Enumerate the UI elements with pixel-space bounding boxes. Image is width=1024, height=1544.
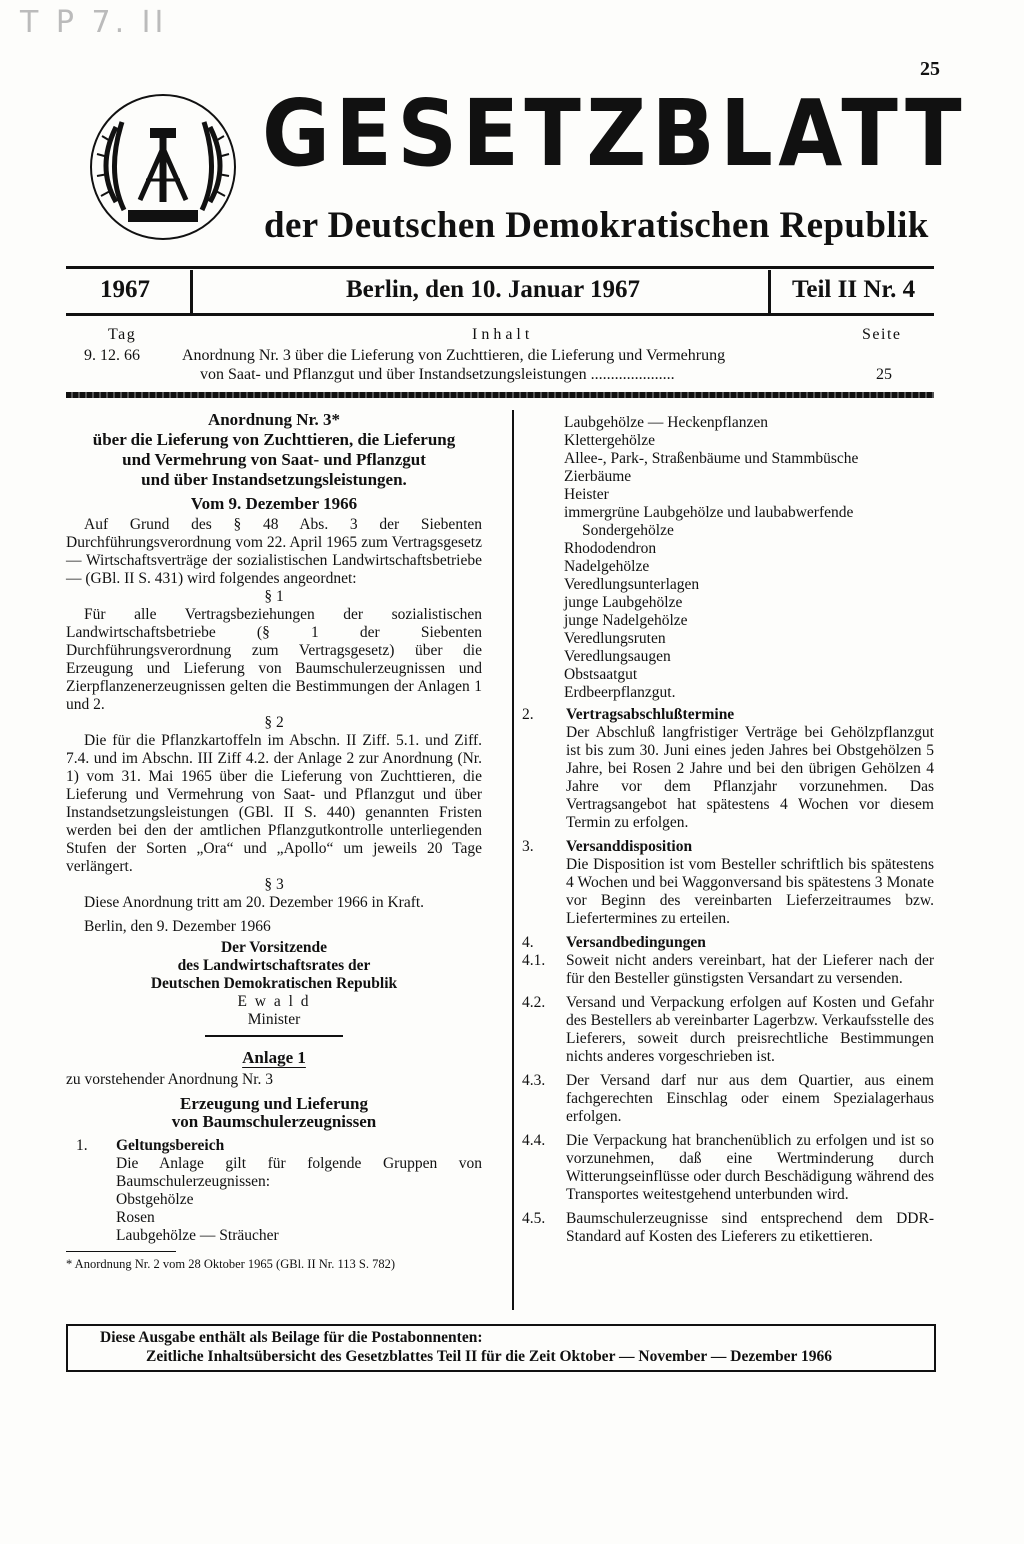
signature-title-3: Deutschen Demokratischen Republik	[150, 975, 398, 992]
signature-role: Minister	[247, 1011, 301, 1028]
annex-item-2-number: 2.	[522, 706, 534, 723]
annex-item-4-5-text: Baumschulerzeugnisse sind entsprechend dem DDR-Standard auf Kosten des Lieferers zu etikettieren.	[566, 1210, 934, 1245]
annex-item-4-3-number: 4.3.	[522, 1072, 546, 1089]
annex-item-4-heading: Versandbedingungen	[566, 934, 706, 951]
annex-item-3-text: Die Disposition ist vom Besteller schriftlich bis spätestens 4 Wochen und bei Waggonversand bis spätestens 3 Monate vor Beginn des vereinbarten Lieferzeitraumes bzw. Liefertermines zu erteilen.	[566, 856, 934, 927]
page-number: 25	[920, 58, 940, 80]
signature-title-1: Der Vorsitzende	[220, 939, 328, 956]
list-item: Veredlungsaugen	[564, 648, 671, 665]
annex-item-4-2-text: Versand und Verpackung erfolgen auf Kosten und Gefahr des Bestellers ab vereinbarter Lagerbzw. Verkaufsstelle des Lieferers, soweit durch preisrechtliche Bestimmungen nichts anderes vorgeschrieben ist.	[566, 994, 934, 1065]
annex-item-4-2-number: 4.2.	[522, 994, 546, 1011]
toc-entry-title	[182, 346, 842, 384]
annex-reference: zu vorstehender Anordnung Nr. 3	[66, 1071, 274, 1088]
annex-item-4	[522, 934, 934, 952]
ordinance-intro: Auf Grund des § 48 Abs. 3 der Siebenten Durchführungsverordnung vom 22. April 1965 zum Vertragsgesetz — Wirtschaftsverträge der sozialistischen Landwirtschaftsbetriebe — (GBl. II S. 431) wird folgendes angeordnet:	[66, 516, 482, 587]
annex-item-4-1-number: 4.1.	[522, 952, 546, 969]
section-2-text: Die für die Pflanzkartoffeln im Abschn. II Ziff. 5.1. und Ziff. 7.4. und im Abschn. III Ziff 4.2. der Anlage 2 zur Anordnung (Nr. 1) vom 31. Mai 1965 über die Lieferung von Zuchttieren, die Lieferung und Vermehrung von Saat- und Pflanzgut und über Instandsetzungsleistungen (GBl. II S. 440) genannten Fristen werden bei den der amtlichen Pflanzgutkontrolle unterliegenden Stufen der Sorten „Ora“ und „Apollo“ um jeweils 20 Tage verlängert.	[66, 732, 482, 875]
masthead-title: GESETZBLATT	[262, 80, 968, 187]
annex-item-4-3-text: Der Versand darf nur aus dem Quartier, aus einem fachgerechten Einschlag oder einem Spezialagerhaus erfolgen.	[566, 1072, 934, 1125]
column-divider	[512, 410, 514, 1310]
annex-item-4-1-text: Soweit nicht anders vereinbart, hat der Lieferer nach der für den Besteller günstigsten Versandart zu versenden.	[566, 952, 934, 987]
list-item: junge Nadelgehölze	[564, 612, 688, 629]
annex-item-4-1	[522, 952, 934, 988]
section-1-heading: § 1	[264, 588, 284, 605]
annex-item-4-3	[522, 1072, 934, 1126]
list-item: Laubgehölze — Sträucher	[116, 1227, 279, 1244]
toc-entry-date: 9. 12. 66	[84, 347, 140, 364]
list-item: Rhododendron	[564, 540, 657, 557]
issue-year: 1967	[100, 276, 150, 303]
supplement-line-2: Zeitliche Inhaltsübersicht des Gesetzblattes Teil II für die Zeit Oktober — November — Dezember 1966	[146, 1348, 832, 1365]
annex-group-list-right	[522, 414, 934, 702]
list-item: Laubgehölze — Heckenpflanzen	[564, 414, 768, 431]
list-item: Zierbäume	[564, 468, 632, 485]
annex-item-4-number: 4.	[522, 934, 534, 951]
info-bar	[66, 270, 934, 314]
list-item: Nadelgehölze	[564, 558, 650, 575]
place-date: Berlin, den 9. Dezember 1966	[84, 918, 271, 935]
footnote: * Anordnung Nr. 2 vom 28 Oktober 1965 (GBl. II Nr. 113 S. 782)	[66, 1257, 396, 1271]
ordinance-title-2: über die Lieferung von Zuchttieren, die Lieferung	[92, 430, 456, 449]
list-item: junge Laubgehölze	[564, 594, 683, 611]
annex-heading-2: von Baumschulerzeugnissen	[171, 1112, 377, 1131]
list-item: Veredlungsunterlagen	[564, 576, 700, 593]
list-item: Obstsaatgut	[564, 666, 638, 683]
footnote-rule	[66, 1251, 176, 1252]
ordinance-date: Vom 9. Dezember 1966	[190, 494, 358, 513]
issue-part: Teil II Nr. 4	[792, 276, 916, 303]
handwritten-margin-note: T P 7. II	[20, 5, 168, 40]
signature-rule	[205, 1035, 343, 1037]
list-item: Heister	[564, 486, 609, 503]
annex-heading-1: Erzeugung und Lieferung	[180, 1094, 368, 1113]
masthead-subtitle: der Deutschen Demokratischen Republik	[264, 205, 929, 246]
toc-col-content: Inhalt	[472, 326, 534, 343]
annex-item-2-text: Der Abschluß langfristiger Verträge bei Gehölzpflanzgut ist bis zum 30. Juni eines jeden Jahres bei Obstgehölzen 5 Jahre, bei Rosen 2 Jahre und bei den übrigen Gehölzen 4 Jahre vor dem Pflanzjahr vorzunehmen. Das Vertragsangebot hat spätestens 4 Wochen vor diesem Termin zu erfolgen.	[566, 724, 934, 831]
left-column	[66, 410, 482, 1273]
info-bar-divider-right	[768, 270, 771, 314]
annex-item-1-number: 1.	[76, 1137, 88, 1154]
section-3-heading: § 3	[264, 876, 284, 893]
rule-bottom	[66, 313, 934, 316]
section-3-text: Diese Anordnung tritt am 20. Dezember 1966 in Kraft.	[84, 894, 425, 911]
annex-item-2-heading: Vertragsabschlußtermine	[566, 706, 735, 723]
annex-item-1-body	[116, 1137, 482, 1245]
list-item: immergrüne Laubgehölze und laubabwerfende	[564, 504, 854, 521]
list-item: Klettergehölze	[564, 432, 655, 449]
toc-entry-page: 25	[876, 366, 892, 383]
annex-item-4-2	[522, 994, 934, 1066]
annex-item-1-heading: Geltungsbereich	[116, 1137, 225, 1154]
toc-divider	[66, 392, 934, 398]
toc-col-page: Seite	[862, 326, 902, 343]
annex-item-4-4	[522, 1132, 934, 1204]
annex-item-4-5	[522, 1210, 934, 1246]
state-emblem-icon	[88, 92, 238, 242]
annex-item-2-body	[566, 706, 934, 832]
annex-item-3-heading: Versanddisposition	[566, 838, 693, 855]
signature-name: E w a l d	[237, 993, 311, 1010]
ordinance-title-1: Anordnung Nr. 3*	[207, 410, 341, 429]
list-item: Allee-, Park-, Straßenbäume und Stammbüsche	[564, 450, 859, 467]
right-column	[522, 414, 934, 1246]
issue-date: Berlin, den 10. Januar 1967	[346, 276, 641, 303]
annex-item-4-4-text: Die Verpackung hat branchenüblich zu erfolgen und ist so vorzunehmen, daß eine Wertminderung durch Witterungseinflüsse oder durch Beschädigung während des Transportes weitestgehend unterbunden wird.	[566, 1132, 934, 1203]
annex-item-1-text: Die Anlage gilt für folgende Gruppen von Baumschulerzeugnissen:	[116, 1155, 482, 1190]
toc-entry-line1: Anordnung Nr. 3 über die Lieferung von Zuchttieren, die Lieferung und Vermehrung	[182, 347, 726, 364]
info-bar-divider-left	[190, 270, 193, 314]
annex-item-3-body	[566, 838, 934, 928]
ordinance-title-3: und Vermehrung von Saat- und Pflanzgut	[122, 450, 426, 469]
list-item: Rosen	[116, 1209, 155, 1226]
section-1-text: Für alle Vertragsbeziehungen der sozialistischen Landwirtschaftsbetriebe (§ 1 der Siebenten Durchführungsverordnung zum Vertragsgesetz) über die Erzeugung und Lieferung von Baumschulerzeugnissen und Zierpflanzenerzeugnissen gelten die Bestimmungen der Anlagen 1 und 2.	[66, 606, 482, 713]
list-item: Sondergehölze	[582, 522, 674, 539]
section-2-heading: § 2	[264, 714, 284, 731]
supplement-line-1: Diese Ausgabe enthält als Beilage für die Postabonnenten:	[100, 1329, 483, 1346]
signature-title-2: des Landwirtschaftsrates der	[177, 957, 371, 974]
list-item: Veredlungsruten	[564, 630, 666, 647]
ordinance-title-4: und über Instandsetzungsleistungen.	[141, 470, 407, 489]
annex-title: Anlage 1	[242, 1048, 306, 1067]
list-item: Obstgehölze	[116, 1191, 194, 1208]
annex-item-3	[522, 838, 934, 928]
rule-top	[66, 266, 934, 269]
annex-group-list-left	[116, 1191, 482, 1245]
supplement-notice	[66, 1324, 936, 1372]
toc-col-day: Tag	[108, 326, 137, 343]
annex-item-1	[66, 1137, 482, 1245]
annex-item-3-number: 3.	[522, 838, 534, 855]
toc-entry-line2: von Saat- und Pflanzgut und über Instandsetzungsleistungen .....................	[200, 366, 675, 383]
annex-item-2	[522, 706, 934, 832]
list-item: Erdbeerpflanzgut.	[564, 684, 676, 701]
annex-item-4-4-number: 4.4.	[522, 1132, 546, 1149]
annex-item-4-5-number: 4.5.	[522, 1210, 546, 1227]
